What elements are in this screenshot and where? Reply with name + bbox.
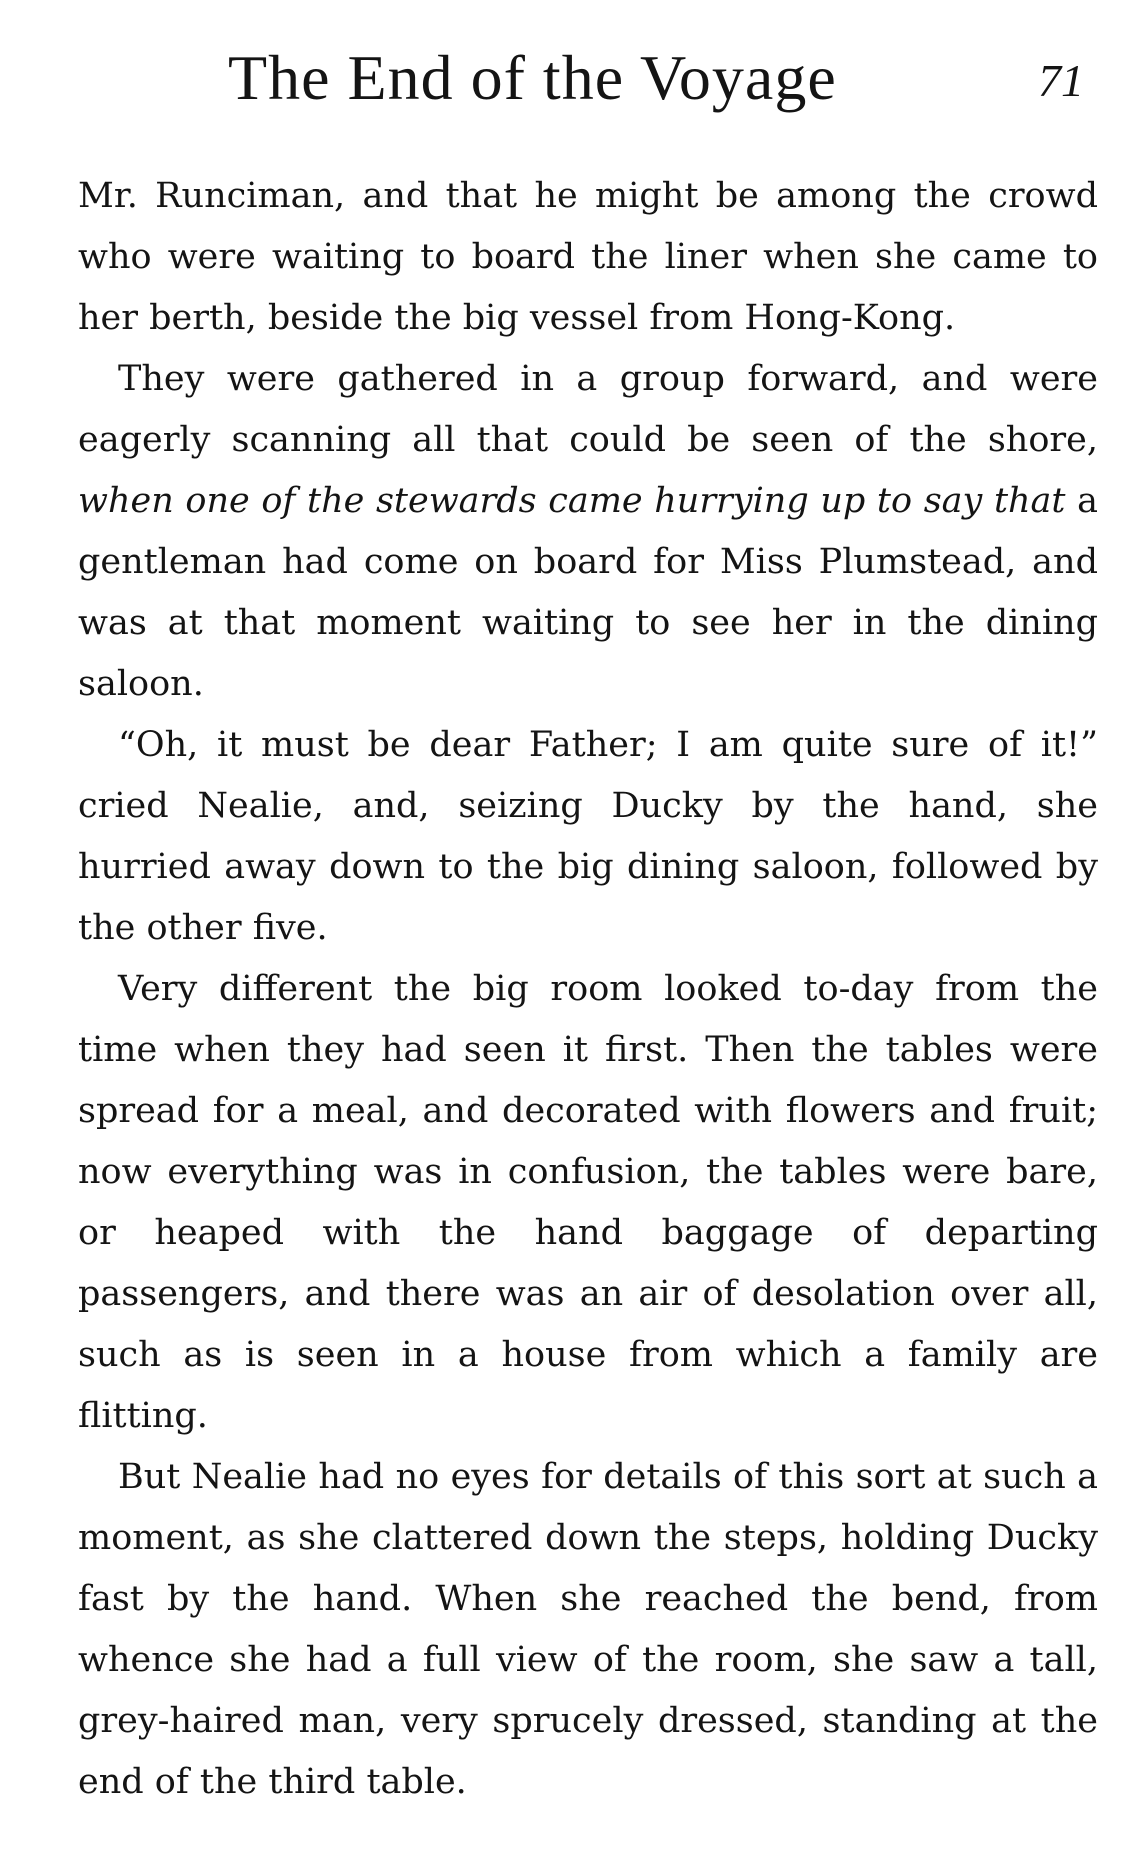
paragraph-text: a gentleman had come on board for Miss Plumstead, and was at that moment waiting to see her in the dining saloon. (78, 481, 1098, 704)
paragraph-dear-father: “Oh, it must be dear Father; I am quite sure of it!” cried Nealie, and, seizing Ducky by the hand, she hurried away down to the big dining saloon, followed by the other five. (78, 725, 1098, 948)
paragraph-gathered (78, 349, 1098, 715)
running-head: The End of the Voyage (228, 42, 837, 113)
italic-text: when one of the stewards came hurrying up to say that (78, 481, 1066, 521)
book-page (78, 40, 1098, 1813)
paragraph-nealie: But Nealie had no eyes for details of this sort at such a moment, as she clattered down the steps, holding Ducky fast by the hand. When she reached the bend, from whence she had a full view of the room, she saw a tall, grey-haired man, very sprucely dressed, standing at the end of the third table. (78, 1457, 1098, 1802)
page-number: 71 (1038, 55, 1084, 106)
paragraph-big-room: Very different the big room looked to-day from the time when they had seen it first. Then the tables were spread for a meal, and decorated with flowers and fruit; now everything was in confusion, the tables were bare, or heaped with the hand baggage of departing passengers, and there was an air of desolation over all, such as is seen in a house from which a family are flitting. (78, 969, 1098, 1436)
page-header (78, 40, 1098, 136)
body-text (78, 166, 1098, 1813)
paragraph-continued: Mr. Runciman, and that he might be among the crowd who were waiting to board the liner when she came to her berth, beside the big vessel from Hong-Kong. (78, 176, 1098, 338)
paragraph-text: They were gathered in a group forward, and were eagerly scanning all that could be seen of the shore, (78, 359, 1098, 460)
